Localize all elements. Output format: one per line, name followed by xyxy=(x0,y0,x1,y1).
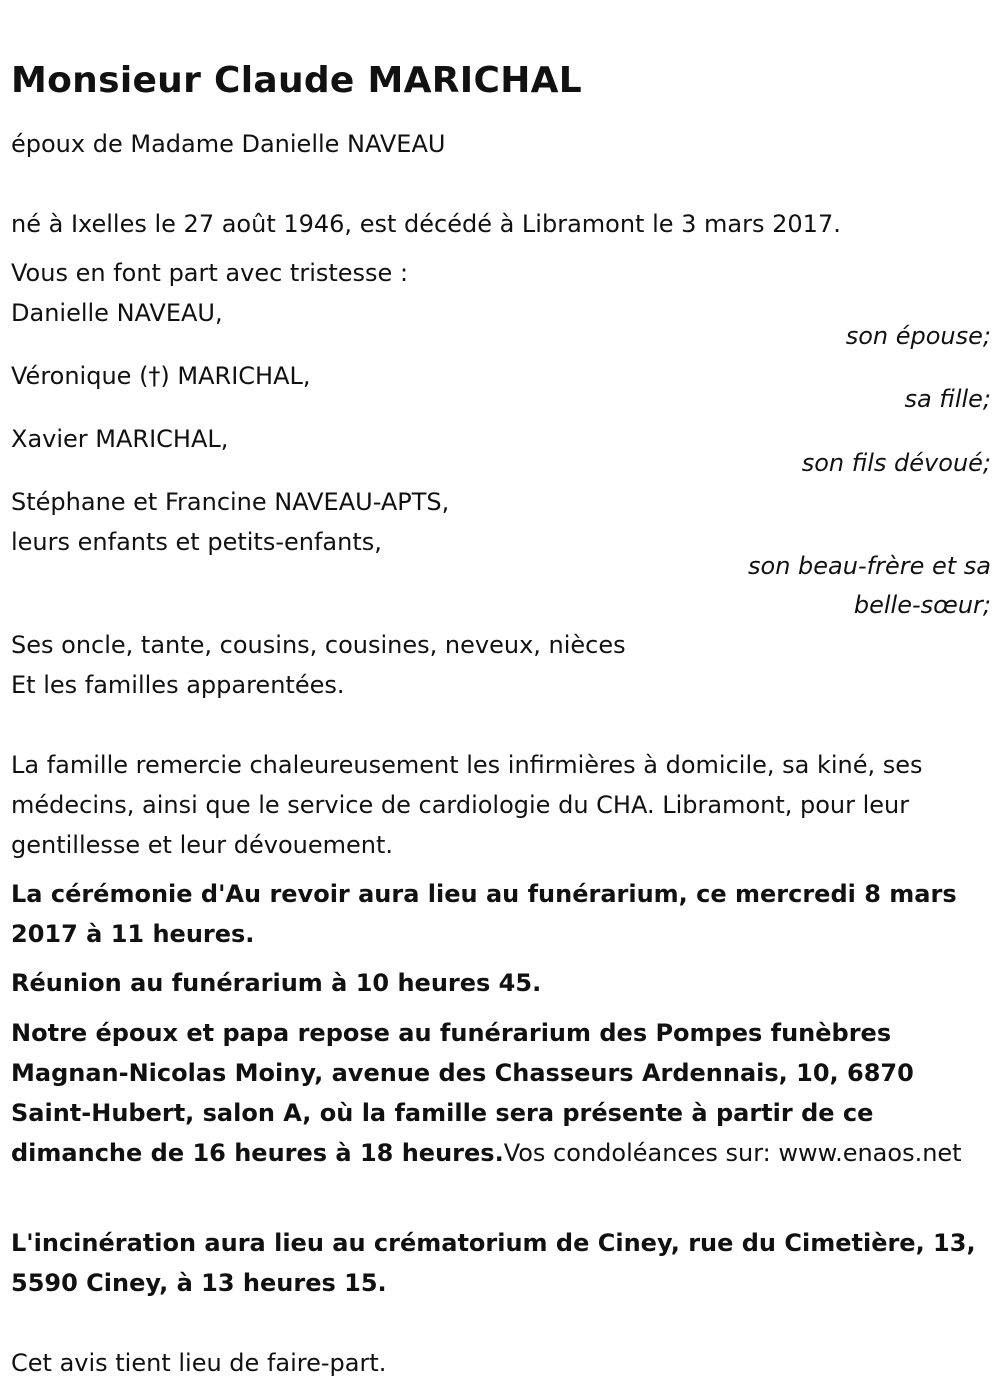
family-member-relation: son épouse; xyxy=(845,322,991,350)
thanks-paragraph: La famille remercie chaleureusement les infirmières à domicile, sa kiné, ses médecins, ainsi que le service de cardiologie du CHA. Libramont, pour leur gentillesse et leur dévouement. xyxy=(11,751,923,859)
family-member-name: Danielle NAVEAU, xyxy=(11,299,223,327)
visitation-details: Notre époux et papa repose au funérarium des Pompes funèbres Magnan-Nicolas Moiny, avenue des Chasseurs Ardennais, 10, 6870 Saint-Hubert, salon A, où la famille sera présente à partir de ce dimanche de 16 heures à 18 heures. xyxy=(11,1019,914,1167)
deceased-name-title: Monsieur Claude MARICHAL xyxy=(11,60,583,102)
family-member-name: Stéphane et Francine NAVEAU-APTS, xyxy=(11,488,450,516)
funeral-notice-page xyxy=(11,0,991,1398)
spouse-line: époux de Madame Danielle NAVEAU xyxy=(11,130,446,158)
meeting-paragraph: Réunion au funérarium à 10 heures 45. xyxy=(11,969,542,997)
birth-death-line: né à Ixelles le 27 août 1946, est décédé à Libramont le 3 mars 2017. xyxy=(11,210,841,238)
family-member-relation-continued: belle-sœur; xyxy=(853,591,991,619)
family-member-detail: leurs enfants et petits-enfants, xyxy=(11,528,382,556)
intro-line: Vous en font part avec tristesse : xyxy=(11,259,409,287)
family-member-relation: sa fille; xyxy=(904,385,991,413)
visitation-paragraph xyxy=(11,1013,991,1173)
cremation-paragraph: L'incinération aura lieu au crématorium de Ciney, rue du Cimetière, 13, 5590 Ciney, à 13 heures 15. xyxy=(11,1229,976,1297)
condolences-text: Vos condoléances sur: www.enaos.net xyxy=(503,1139,962,1167)
extended-family-line: Ses oncle, tante, cousins, cousines, neveux, nièces xyxy=(11,631,626,659)
ceremony-paragraph: La cérémonie d'Au revoir aura lieu au funérarium, ce mercredi 8 mars 2017 à 11 heures. xyxy=(11,880,957,948)
closing-line: Cet avis tient lieu de faire-part. xyxy=(11,1349,387,1377)
family-member-name: Xavier MARICHAL, xyxy=(11,425,229,453)
family-member-relation: son beau-frère et sa xyxy=(748,552,991,580)
family-member-name: Véronique (†) MARICHAL, xyxy=(11,362,311,390)
family-member-relation: son fils dévoué; xyxy=(801,449,991,477)
extended-family-line: Et les familles apparentées. xyxy=(11,671,345,699)
